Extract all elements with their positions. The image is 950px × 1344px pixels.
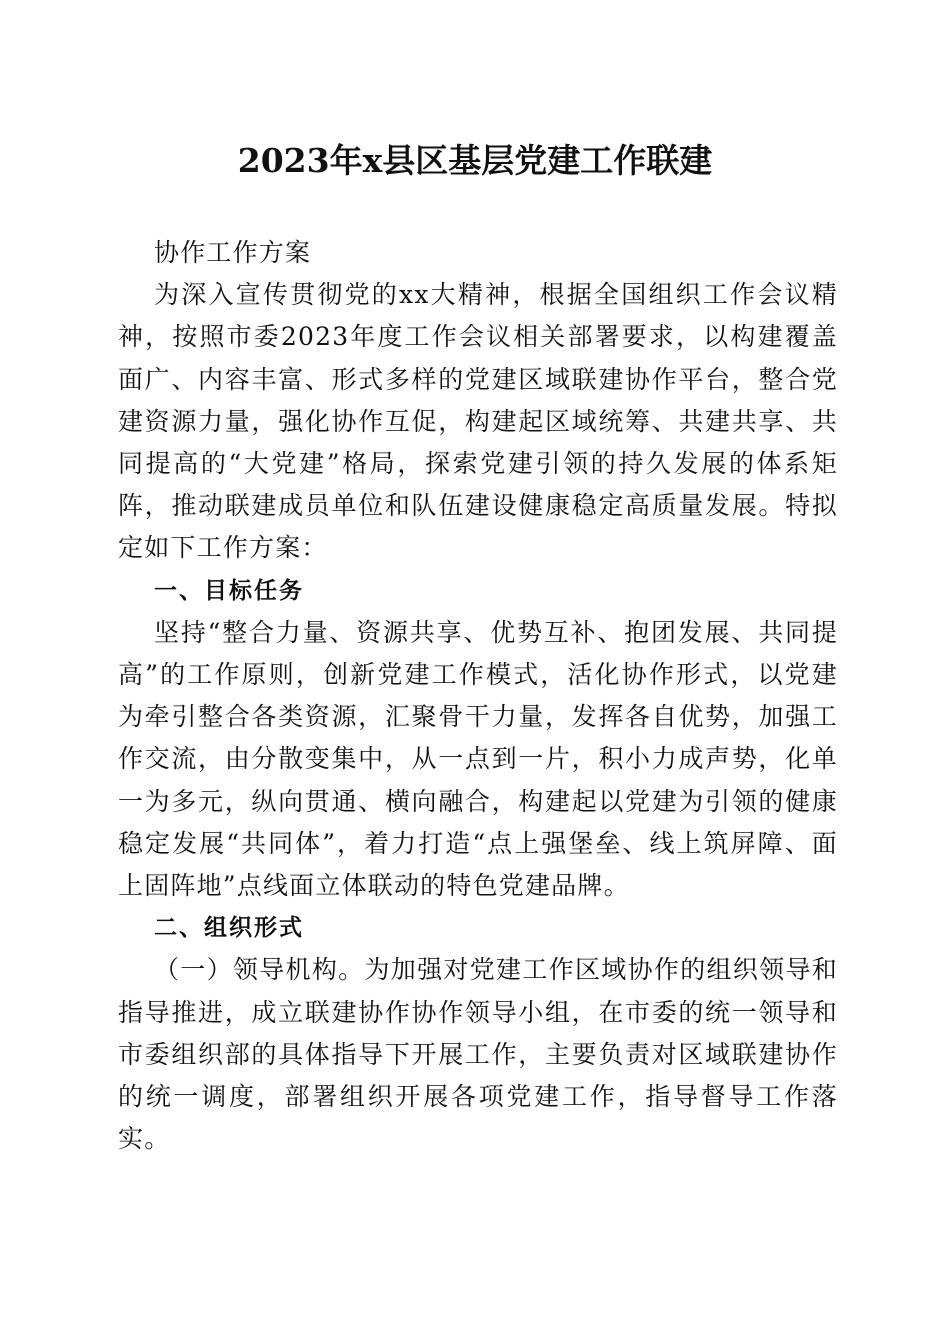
section-heading-organization: 二、组织形式	[154, 915, 304, 942]
leadership-paragraph	[118, 949, 838, 1160]
document-body	[118, 232, 838, 1160]
leadership-label: （一）领导机构。	[154, 955, 365, 985]
goals-paragraph: 坚持“整合力量、资源共享、优势互补、抱团发展、共同提高”的工作原则，创新党建工作模式，活化协作形式，以党建为牵引整合各类资源，汇聚骨干力量，发挥各自优势，加强工作交流，由分散变集中，从一点到一片，积小力成声势，化单一为多元，纵向贯通、横向融合，构建起以党建为引领的健康稳定发展“共同体”，着力打造“点上强堡垒、线上筑屏障、面上固阵地”点线面立体联动的特色党建品牌。	[118, 617, 838, 901]
section-heading-goals: 一、目标任务	[154, 577, 304, 604]
document-title: 2023年x县区基层党建工作联建	[237, 141, 713, 180]
document-subtitle: 协作工作方案	[154, 238, 312, 267]
leadership-text: 为加强对党建工作区域协作的组织领导和指导推进，成立联建协作协作领导小组，在市委的统一领导和市委组织部的具体指导下开展工作，主要负责对区域联建协作的统一调度，部署组织开展各项党建工作，指导督导工作落实。	[118, 955, 838, 1154]
intro-paragraph: 为深入宣传贯彻党的xx大精神，根据全国组织工作会议精神，按照市委2023年度工作会议相关部署要求，以构建覆盖面广、内容丰富、形式多样的党建区域联建协作平台，整合党建资源力量，强化协作互促，构建起区域统筹、共建共享、共同提高的“大党建”格局，探索党建引领的持久发展的体系矩阵，推动联建成员单位和队伍建设健康稳定高质量发展。特拟定如下工作方案：	[118, 280, 838, 563]
